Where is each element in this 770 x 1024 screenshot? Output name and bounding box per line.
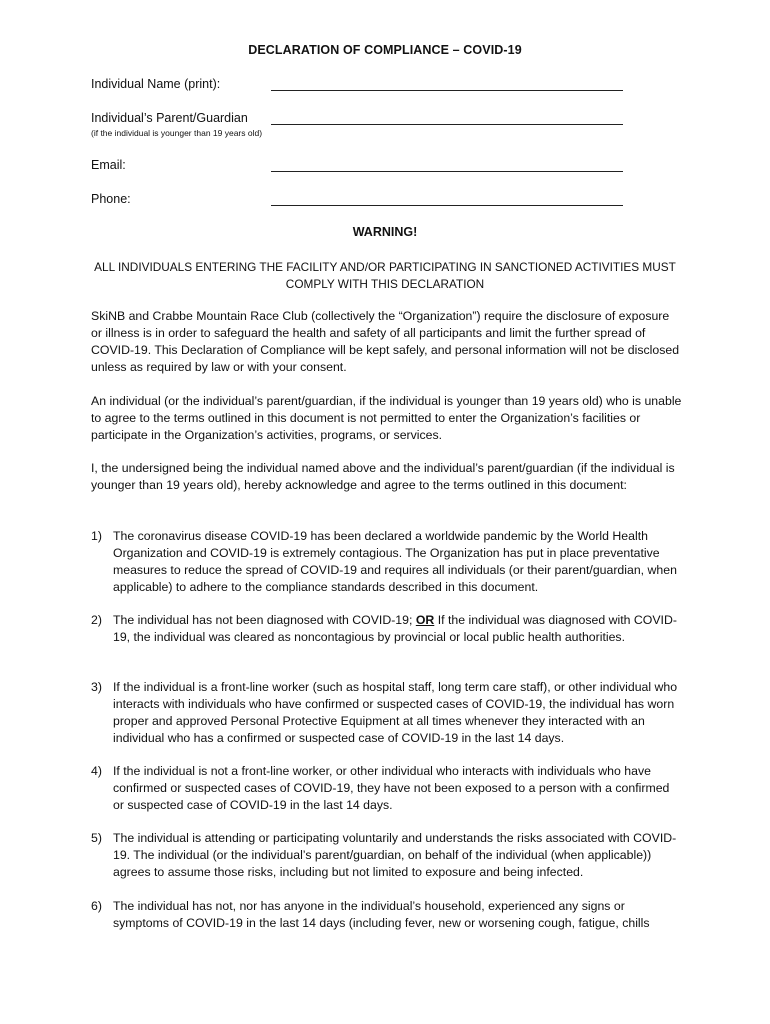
email-blank[interactable] [271,171,623,172]
parent-guardian-blank[interactable] [271,124,623,125]
list-item-number: 4) [91,764,102,778]
list-item-number: 6) [91,899,102,913]
parent-guardian-label: Individual’s Parent/Guardian [91,111,248,125]
email-label: Email: [91,158,126,172]
compliance-notice: ALL INDIVIDUALS ENTERING THE FACILITY AND/OR PARTICIPATING IN SANCTIONED ACTIVITIES MUST COMPLY WITH THIS DECLARATION [94,260,676,291]
eligibility-paragraph: An individual (or the individual’s parent/guardian, if the individual is younger than 19 years old) who is unable to agree to the terms outlined in this document is not permitted to enter the Organization’s facilities or participate in the Organization’s activities, programs, or services. [91,394,682,442]
phone-blank[interactable] [271,205,623,206]
individual-name-label: Individual Name (print): [91,77,221,91]
parent-guardian-note: (if the individual is younger than 19 years old) [91,128,263,138]
list-item-text: The individual is attending or participating voluntarily and understands the risks associated with COVID-19. The individual (or the individual’s parent/guardian, on behalf of the individual (when applicable)) agrees to assume those risks, including but not limited to exposure and being infected. [113,831,677,879]
list-item-number: 2) [91,613,102,627]
organization-paragraph: SkiNB and Crabbe Mountain Race Club (collectively the “Organization”) require the disclosure of exposure or illness is in order to safeguard the health and safety of all participants and limit the further spread of COVID-19. This Declaration of Compliance will be kept safely, and personal information will not be disclosed unless as required by law or with your consent. [91,309,680,374]
list-item-text-part: The individual has not been diagnosed with COVID-19; [113,613,416,627]
list-item-text: If the individual is a front-line worker (such as hospital staff, long term care staff), or other individual who interacts with individuals who have confirmed or suspected cases of COVID-19, the individual has worn proper and approved Personal Protective Equipment at all times whenever they interacted with an individual who has a confirmed or suspected case of COVID-19 in the last 14 days. [113,680,678,745]
acknowledgement-paragraph: I, the undersigned being the individual named above and the individual’s parent/guardian (if the individual is younger than 19 years old), hereby acknowledge and agree to the terms outlined in this document: [91,461,675,492]
list-item-number: 1) [91,529,102,543]
list-item-number: 3) [91,680,102,694]
phone-label: Phone: [91,192,131,206]
list-item-text: If the individual is not a front-line worker, or other individual who interacts with individuals who have confirmed or suspected cases of COVID-19, they have not been exposed to a person with a confirmed or suspected case of COVID-19 in the last 14 days. [113,764,670,812]
list-item-text: The individual has not, nor has anyone in the individual’s household, experienced any signs or symptoms of COVID-19 in the last 14 days (including fever, new or worsening cough, fatigue, chills [113,899,650,930]
list-item-number: 5) [91,831,102,845]
warning-heading: WARNING! [352,225,418,239]
document-title: DECLARATION OF COMPLIANCE – COVID-19 [248,43,522,57]
or-emphasis: OR [415,613,435,627]
list-item-text [113,612,681,646]
list-item-text-part: If the individual was diagnosed with COVID-19, the individual was cleared as noncontagious by provincial or local public health authorities. [113,613,677,644]
list-item-text: The coronavirus disease COVID-19 has been declared a worldwide pandemic by the World Health Organization and COVID-19 is extremely contagious. The Organization has put in place preventative measures to reduce the spread of COVID-19 and requires all individuals (or their parent/guardian, when applicable) to adhere to the compliance standards described in this document. [113,529,677,594]
individual-name-blank[interactable] [271,90,623,91]
